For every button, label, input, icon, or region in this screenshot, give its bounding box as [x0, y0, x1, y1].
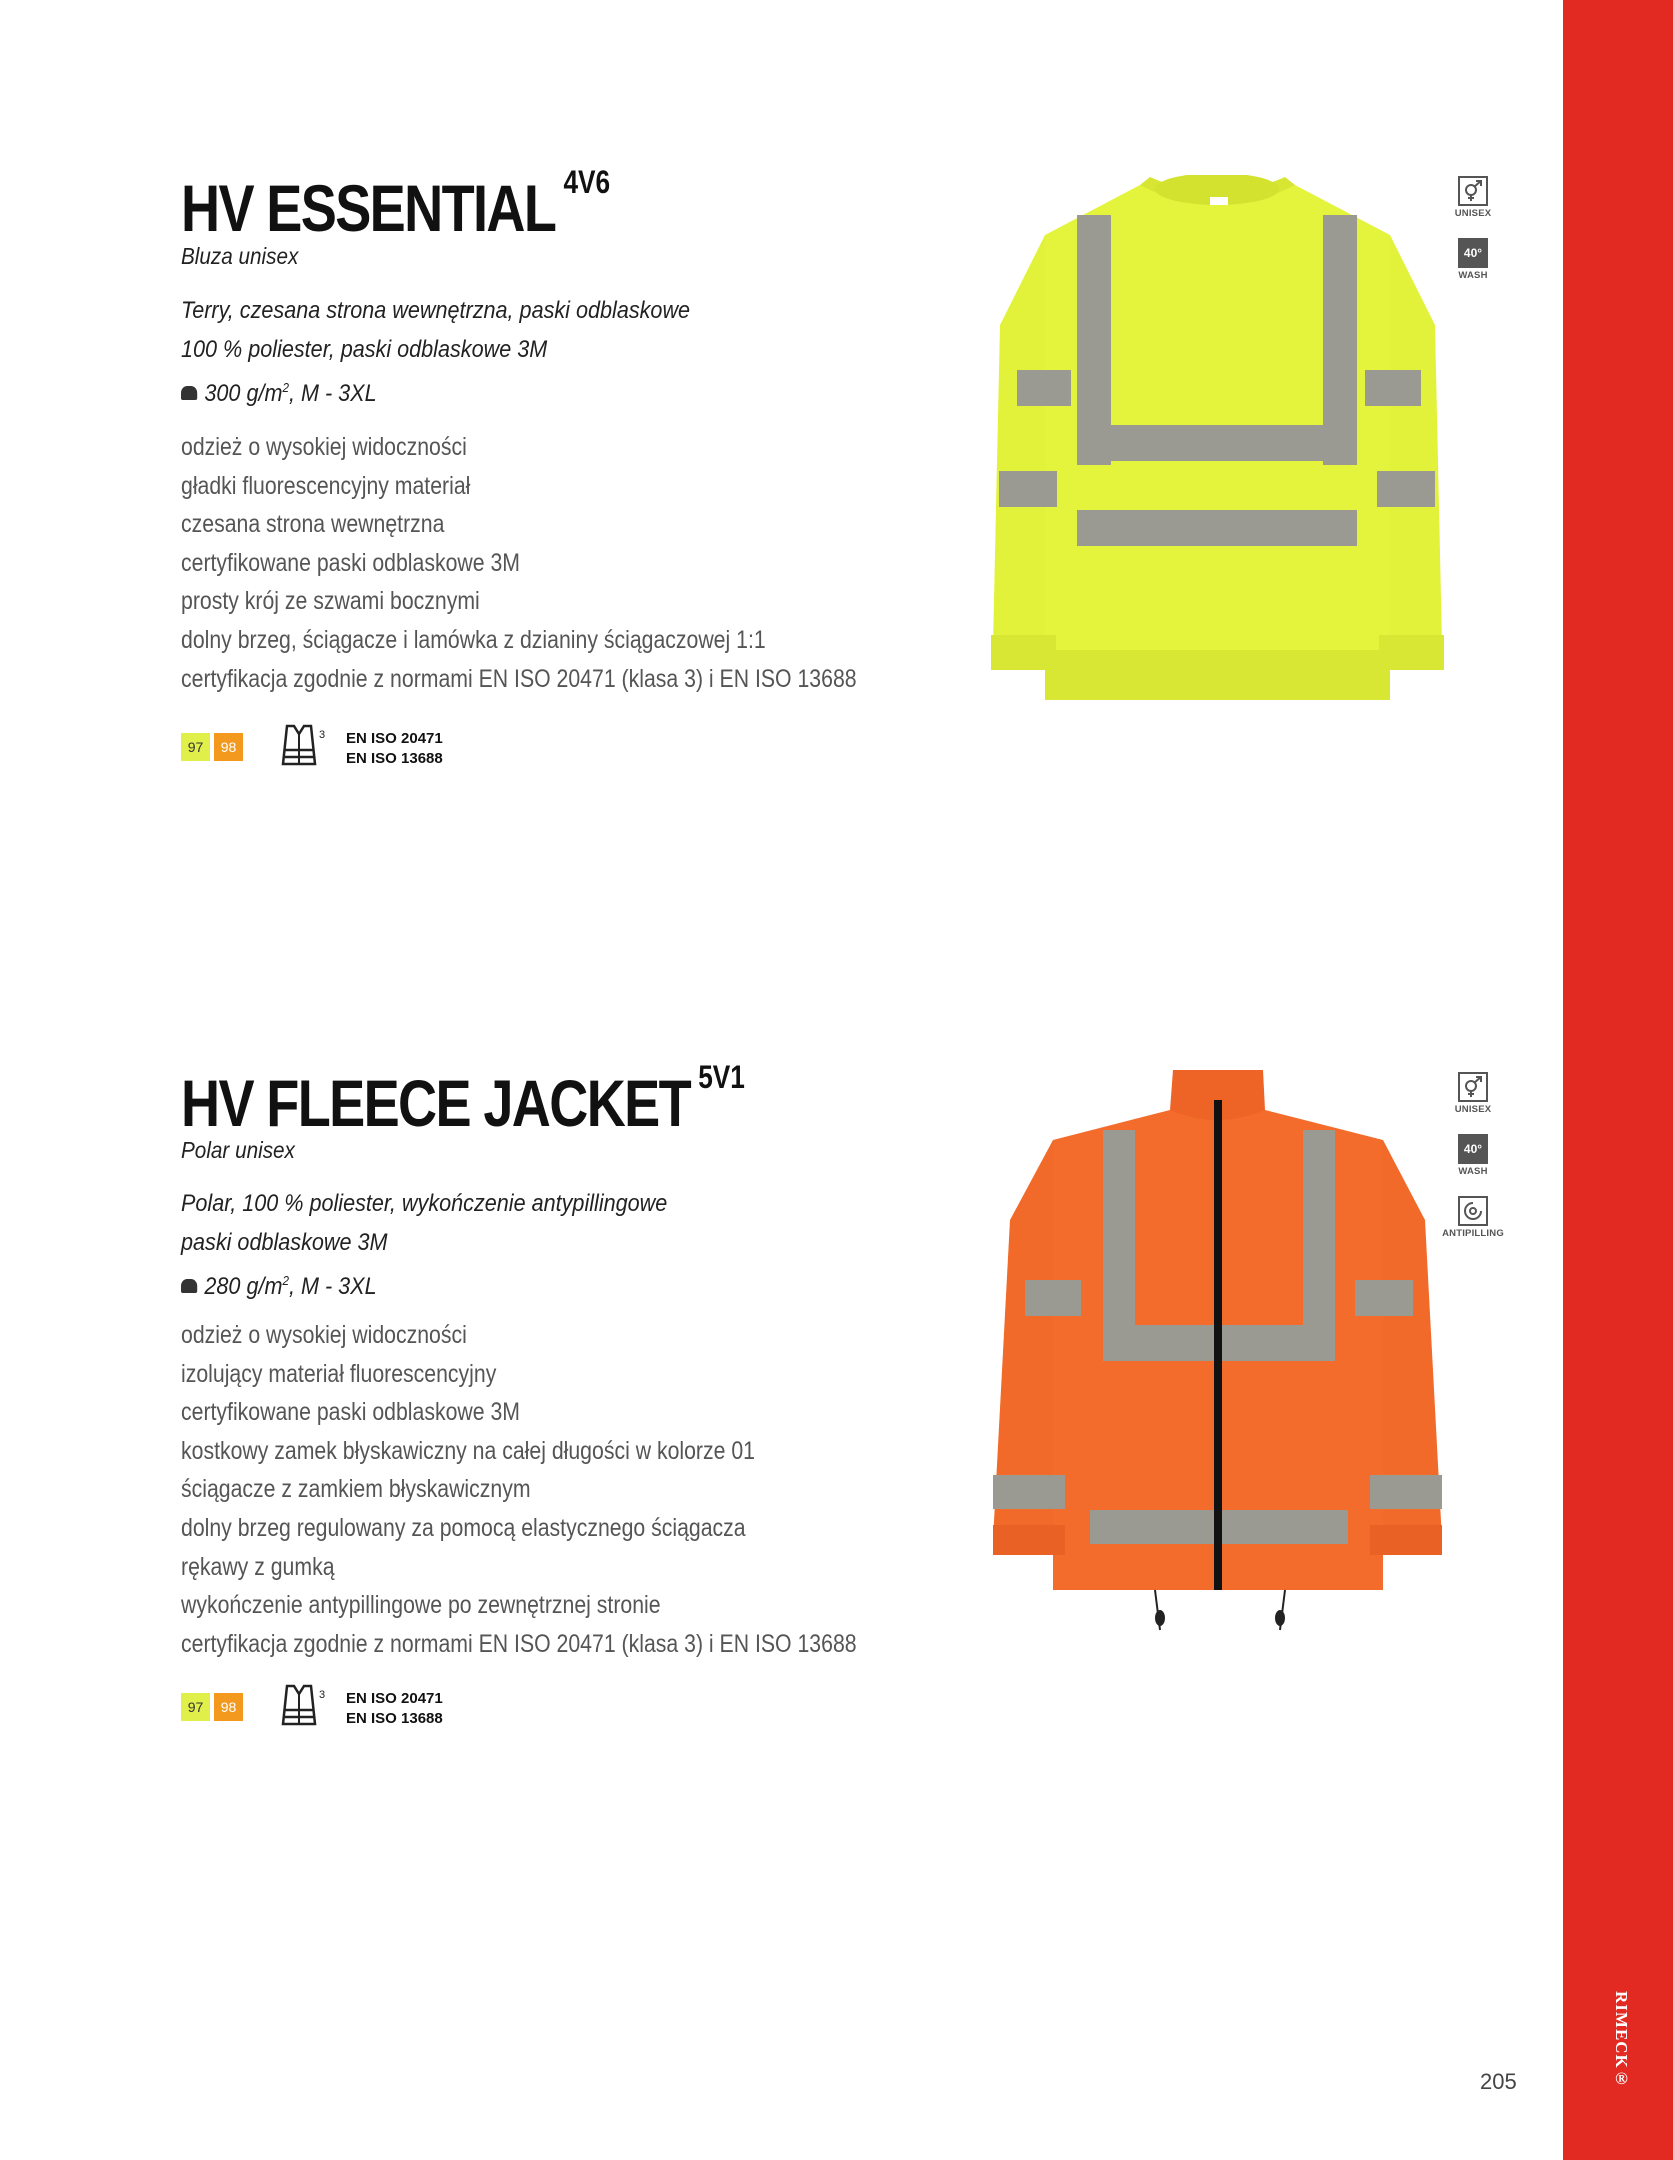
- product-specs: [181, 1185, 667, 1307]
- wash-40-icon: 40°: [1458, 1134, 1488, 1164]
- spec-line: paski odblaskowe 3M: [181, 1228, 388, 1256]
- spec-line: Terry, czesana strona wewnętrzna, paski odblaskowe: [181, 297, 691, 324]
- care-item-wash: [1448, 1134, 1498, 1177]
- hv-class: 3: [319, 1689, 326, 1701]
- product-photo-fleece-jacket: [985, 1070, 1450, 1660]
- list-item: certyfikacja zgodnie z normami EN ISO 20471 (klasa 3) i EN ISO 13688: [181, 1629, 857, 1658]
- product-title: HV ESSENTIAL $^{4V6}$: [181, 164, 611, 245]
- color-swatches: [181, 1691, 247, 1723]
- color-swatches: [181, 731, 247, 763]
- care-label: UNISEX: [1454, 1104, 1492, 1115]
- product-subtitle: Bluza unisex: [181, 243, 299, 269]
- unisex-icon: [1458, 1072, 1488, 1102]
- list-item: certyfikowane paski odblaskowe 3M: [181, 548, 520, 577]
- color-chip-98[interactable]: 98: [214, 1693, 243, 1721]
- list-item: dolny brzeg regulowany za pomocą elastycznego ściągacza: [181, 1513, 746, 1542]
- list-item: certyfikacja zgodnie z normami EN ISO 20471 (klasa 3) i EN ISO 13688: [181, 664, 857, 693]
- brand-logo: RIMECK®: [1612, 1991, 1631, 2089]
- antipilling-icon: [1458, 1196, 1488, 1226]
- list-item: odzież o wysokiej widoczności: [181, 433, 467, 461]
- care-label: UNISEX: [1454, 208, 1492, 219]
- unisex-icon: [1458, 176, 1488, 206]
- brand-sidebar: [1563, 0, 1673, 2160]
- list-item: ściągacze z zamkiem błyskawicznym: [181, 1475, 531, 1504]
- norm-text: EN ISO 20471: [346, 730, 443, 747]
- weight-line: 280 $g/m^2$, M - 3XL: [181, 1262, 667, 1307]
- product-code: 5V1: [698, 1059, 745, 1095]
- weight-icon: [181, 1279, 197, 1293]
- page-number: 205: [1480, 2069, 1517, 2094]
- wash-40-icon: 40°: [1458, 238, 1488, 268]
- spec-line: Polar, 100 % poliester, wykończenie antypillingowe: [181, 1190, 668, 1217]
- norm-text: EN ISO 20471: [346, 1690, 443, 1707]
- care-item-wash: [1448, 238, 1498, 281]
- weight-icon: [181, 386, 197, 400]
- norm-text: EN ISO 13688: [346, 1710, 443, 1727]
- spec-line: 100 % poliester, paski odblaskowe 3M: [181, 335, 548, 363]
- feature-list: [181, 1316, 857, 1663]
- color-chip-98[interactable]: 98: [214, 733, 243, 761]
- feature-list: [181, 428, 857, 698]
- weight-line: 300 $g/m^2$, M - 3XL: [181, 369, 690, 414]
- product-specs: [181, 292, 690, 414]
- product-code: 4V6: [563, 164, 611, 200]
- care-label: ANTIPILLING: [1442, 1228, 1504, 1239]
- hi-vis-vest-icon: [279, 724, 319, 766]
- hi-vis-vest-icon: [279, 1684, 319, 1726]
- norms: [346, 1689, 443, 1729]
- product-title: HV FLEECE JACKET $^{5V1}$: [181, 1059, 745, 1140]
- care-item-unisex: [1448, 1072, 1498, 1115]
- norms: [346, 729, 443, 769]
- care-item-unisex: [1448, 176, 1498, 219]
- list-item: kostkowy zamek błyskawiczny na całej długości w kolorze 01: [181, 1436, 755, 1465]
- product-photo-sweatshirt: [985, 175, 1450, 705]
- list-item: rękawy z gumką: [181, 1552, 335, 1581]
- product-subtitle: Polar unisex: [181, 1137, 295, 1163]
- list-item: izolujący materiał fluorescencyjny: [181, 1359, 497, 1388]
- list-item: czesana strona wewnętrzna: [181, 510, 445, 539]
- hv-class: 3: [319, 729, 326, 741]
- care-label: WASH: [1458, 1166, 1488, 1177]
- color-chip-97[interactable]: 97: [181, 1693, 210, 1721]
- list-item: odzież o wysokiej widoczności: [181, 1321, 467, 1349]
- norm-text: EN ISO 13688: [346, 750, 443, 767]
- list-item: dolny brzeg, ściągacze i lamówka z dzianiny ściągaczowej 1:1: [181, 625, 766, 654]
- color-chip-97[interactable]: 97: [181, 733, 210, 761]
- care-label: WASH: [1458, 270, 1488, 281]
- list-item: prosty krój ze szwami bocznymi: [181, 587, 480, 616]
- list-item: gładki fluorescencyjny materiał: [181, 471, 471, 500]
- list-item: wykończenie antypillingowe po zewnętrznej stronie: [181, 1591, 661, 1620]
- list-item: certyfikowane paski odblaskowe 3M: [181, 1398, 520, 1427]
- care-item-antipilling: [1442, 1196, 1504, 1239]
